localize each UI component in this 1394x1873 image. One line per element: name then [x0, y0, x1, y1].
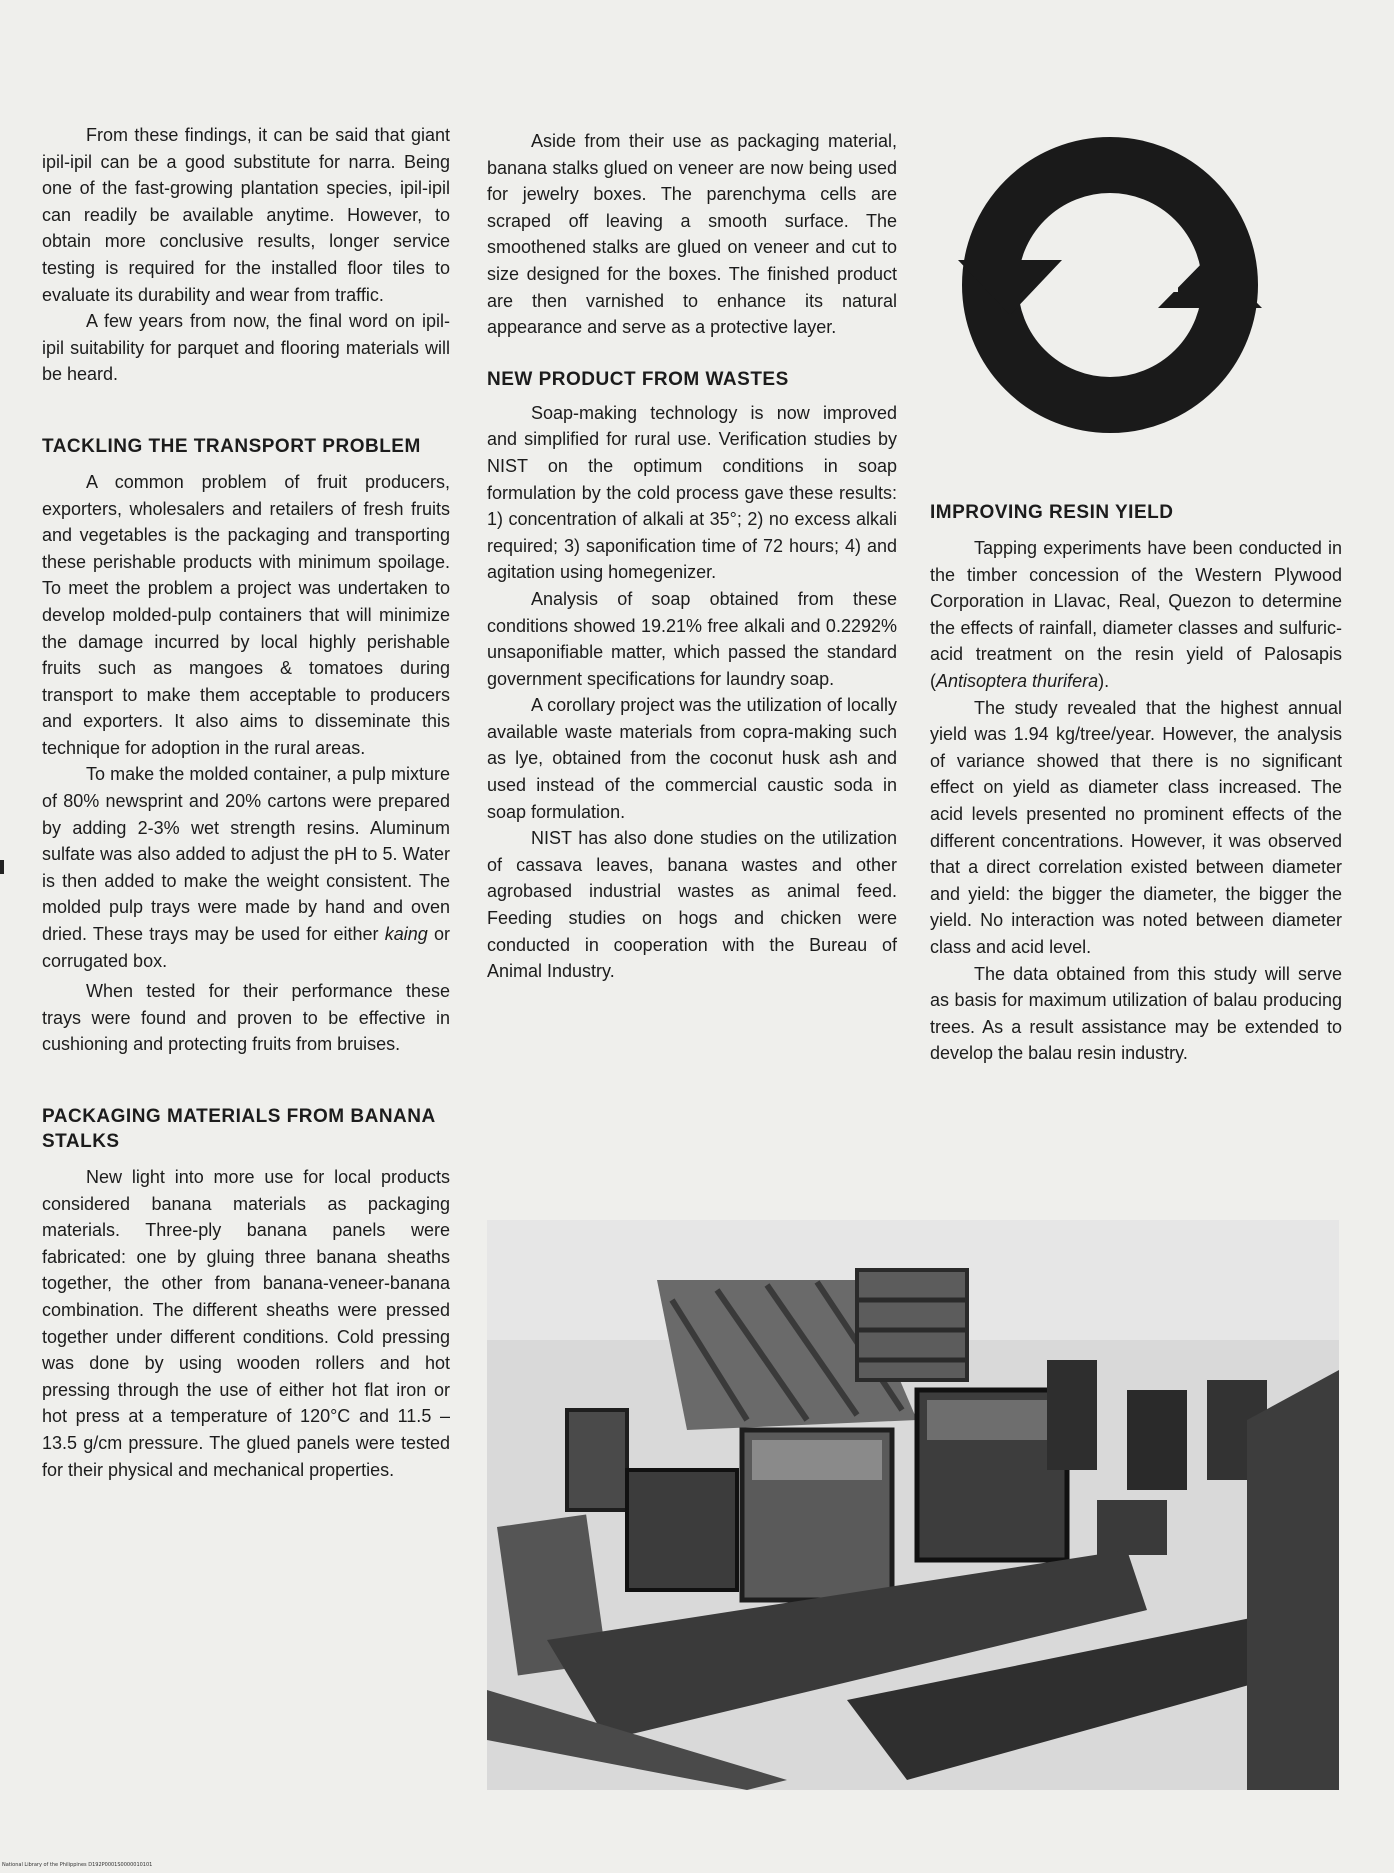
- paragraph-balau-resin: The data obtained from this study will serve as basis for maximum utilization of balau producing trees. As a result assistance may be extended to develop the balau resin industry.: [930, 963, 1342, 1064]
- paragraph-corollary-project: A corollary project was the utilization of locally available waste materials from copra-making such as lye, obtained from the coconut husk ash and used instead of the commercial caustic soda in soap formulation.: [487, 695, 897, 822]
- paragraph-animal-feed: NIST has also done studies on the utilization of cassava leaves, banana wastes and other agrobased industrial wastes as animal feed. Feeding studies on hogs and chicken were conducted in cooperation with the Bureau of Animal Industry.: [487, 828, 897, 982]
- heading-resin-yield: IMPROVING RESIN YIELD: [930, 502, 1174, 523]
- paragraph-transport-problem: A common problem of fruit producers, exporters, wholesalers and retailers of fresh fruits and vegetables is the packaging and transporting these perishable products with minimum spoilage. To meet the problem a project was undertaken to develop molded-pulp containers that will minimize the damage incurred by local highly perishable fruits such as mangoes & tomatoes during transport to make them acceptable to producers and exporters. It also aims to disseminate this technique for adoption in the rural areas.: [42, 471, 450, 758]
- archive-footer: National Library of the Philippines D192P0001S0000010101: [2, 1862, 153, 1868]
- paragraph-soap-making: Soap-making technology is now improved and simplified for rural use. Verification studies by NIST on the optimum conditions in soap formulation by the cold process gave these results: 1) concentration of alkali at 35°; 2) no excess alkali required; 3) saponification time of 72 hours; 4) and agitation using homegenizer.: [487, 402, 897, 583]
- paragraph-tapping-experiments: [930, 535, 1342, 695]
- molded-container-text: To make the molded container, a pulp mixture of 80% newsprint and 20% cartons were prepared by adding 2-3% wet strength resins. Aluminum sulfate was also added to adjust the pH to 5. Water is then added to make the weight consistent. The molded pulp trays were made by hand and oven dried. These trays may be used for either: [42, 764, 450, 945]
- column-3: [930, 500, 1342, 1067]
- molded-container-text-end: or corrugated box.: [42, 924, 450, 971]
- species-name: Antisoptera thurifera: [936, 670, 1099, 691]
- paragraph-tray-performance: When tested for their performance these trays were found and proven to be effective in cushioning and protecting fruits from bruises.: [42, 981, 450, 1055]
- paragraph-jewelry-boxes: Aside from their use as packaging material, banana stalks glued on veneer are now being used for jewelry boxes. The parenchyma cells are scraped off leaving a smooth surface. The smoothened stalks are glued on veneer and cut to size designed for the boxes. The finished product are then varnished to enhance its natural appearance and serve as a protective layer.: [487, 131, 897, 338]
- heading-transport-problem: TACKLING THE TRANSPORT PROBLEM: [42, 435, 421, 457]
- heading-new-product-wastes: NEW PRODUCT FROM WASTES: [487, 368, 789, 390]
- heading-packaging-materials: PACKAGING MATERIALS FROM BANANA STALKS: [42, 1106, 436, 1152]
- paragraph-soap-analysis: Analysis of soap obtained from these conditions showed 19.21% free alkali and 0.2292% unsaponifiable matter, which passed the standard government specifications for laundry soap.: [487, 588, 897, 689]
- margin-mark: [0, 860, 4, 874]
- tapping-text-end: ).: [1098, 670, 1110, 691]
- paragraph-study-results: The study revealed that the highest annual yield was 1.94 kg/tree/year. However, the analysis of variance showed that there is no significant effect on yield as diameter class increased. The acid levels presented no prominent effects of the different concentrations. However, it was observed that a direct correlation existed between diameter and yield: the bigger the diameter, the bigger the yield. No interaction was noted between diameter class and acid level.: [930, 697, 1342, 957]
- recycle-ring-graphic: [950, 110, 1270, 450]
- paragraph-banana-panels: New light into more use for local products considered banana materials as packaging materials. Three-ply banana panels were fabricated: one by gluing three banana sheaths together, the other from banana-veneer-banana combination. The different sheaths were pressed together under different conditions. Cold pressing was done by using wooden rollers and hot pressing through the use of either hot flat iron or hot press at a temperature of 120°C and 11.5 – 13.5 g/cm pressure. The glued panels were tested for their physical and mechanical properties.: [42, 1167, 450, 1480]
- column-2: [487, 128, 897, 985]
- paragraph-narra-substitute: From these findings, it can be said that giant ipil-ipil can be a good substitute for narra. Being one of the fast-growing plantation species, ipil-ipil can readily be available anytime. However, to obtain more conclusive results, longer service testing is required for the installed floor tiles to evaluate its durability and wear from traffic.: [42, 125, 450, 305]
- paragraph-final-word: A few years from now, the final word on ipil-ipil suitability for parquet and flooring materials will be heard.: [42, 311, 450, 385]
- kaing-term: kaing: [384, 924, 428, 945]
- paragraph-molded-container: [42, 761, 450, 974]
- jewelry-boxes-photo: [487, 1220, 1339, 1790]
- tapping-text: Tapping experiments have been conducted in the timber concession of the Western Plywood Corporation in Llavac, Real, Quezon to determine the effects of rainfall, diameter classes and sulfuric-acid treatment on the resin yield of Palosapis (: [930, 538, 1342, 691]
- column-1: [42, 122, 450, 1483]
